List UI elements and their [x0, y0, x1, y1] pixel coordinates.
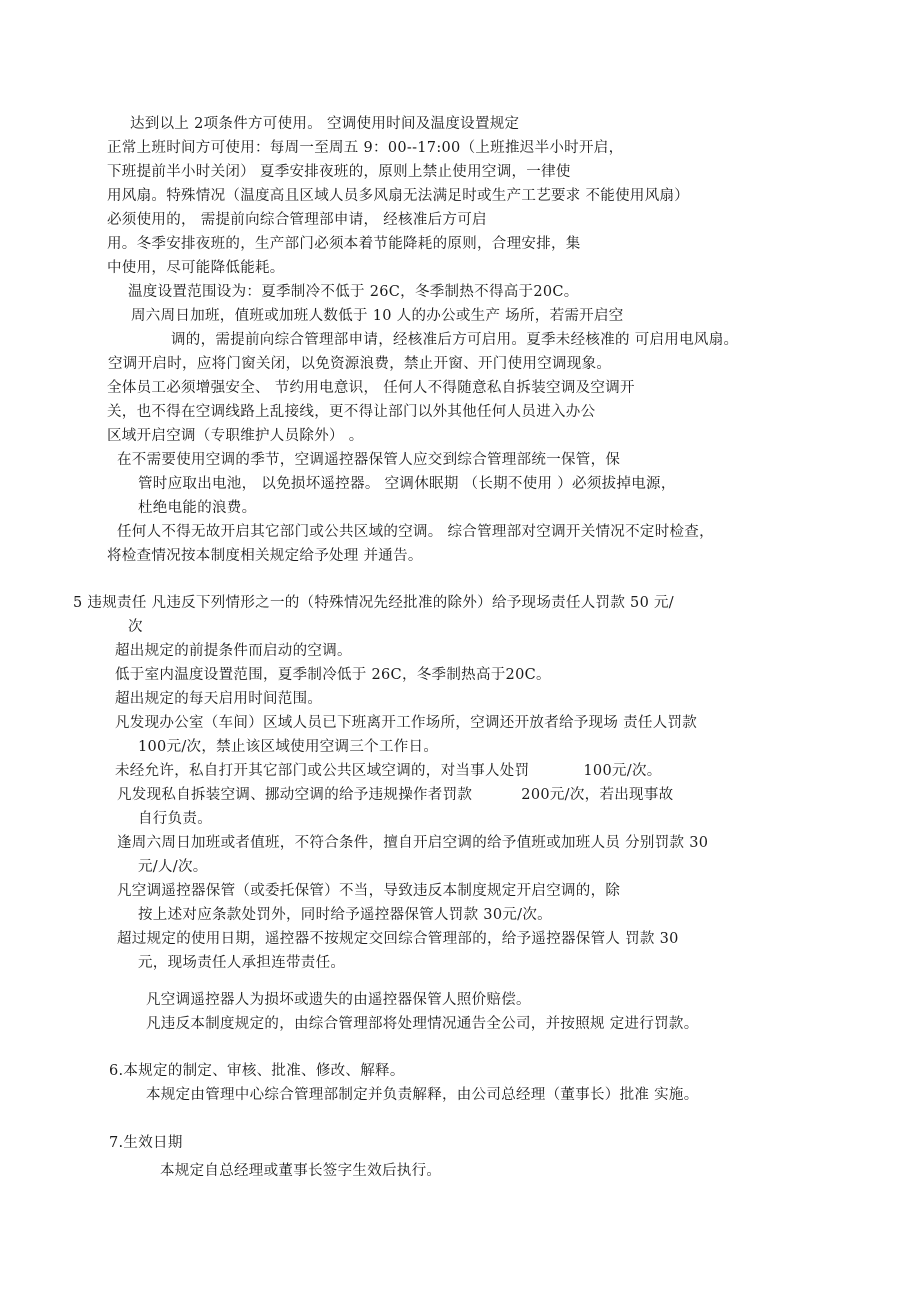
section-5-line-16: 凡违反本制度规定的，由综合管理部将处理情况通告全公司，并按照规 定进行罚款。	[146, 1016, 699, 1032]
rules-line-6: 用。冬季安排夜班的，生产部门必须本着节能降耗的原则，合理安排，集	[107, 236, 581, 252]
section-5-line-7: 凡发现私自拆装空调、挪动空调的给予违规操作者罚款 200元/次，若出现事故	[117, 787, 674, 803]
section-5-heading: 5 违规责任 凡违反下列情形之一的（特殊情况先经批准的除外）给予现场责任人罚款 50 元/	[73, 595, 674, 611]
section-5-line-2: 低于室内温度设置范围，夏季制冷低于 26C，冬季制热高于20C。	[115, 667, 551, 683]
rules-line-2: 正常上班时间方可使用：每周一至周五 9：00--17:00（上班推迟半小时开启，	[107, 140, 624, 156]
section-5-line-6: 未经允许，私自打开其它部门或公共区域空调的，对当事人处罚 100元/次。	[115, 763, 662, 779]
rules-line-7: 中使用，尽可能降低能耗。	[107, 260, 285, 276]
rules-line-12: 全体员工必须增强安全、 节约用电意识， 任何人不得随意私自拆装空调及空调开	[107, 380, 635, 396]
section-5-line-4: 凡发现办公室（车间）区域人员已下班离开工作场所，空调还开放者给予现场 责任人罚款	[115, 715, 698, 731]
rules-line-9: 周六周日加班，值班或加班人数低于 10 人的办公或生产 场所，若需开启空	[131, 308, 624, 324]
section-7-body: 本规定自总经理或董事长签字生效后执行。	[160, 1163, 442, 1179]
section-5-line-9: 逢周六周日加班或者值班，不符合条件，擅自开启空调的给予值班或加班人员 分别罚款 30	[117, 835, 709, 851]
rules-line-13: 关，也不得在空调线路上乱接线，更不得让部门以外其他任何人员进入办公	[107, 404, 596, 420]
rules-line-3: 下班提前半小时关闭） 夏季安排夜班的，原则上禁止使用空调，一律使	[107, 164, 571, 180]
section-5-line-13: 超过规定的使用日期，遥控器不按规定交回综合管理部的，给予遥控器保管人 罚款 30	[117, 931, 679, 947]
section-5-line-11: 凡空调遥控器保管（或委托保管）不当，导致违反本制度规定开启空调的，除	[117, 883, 621, 899]
rules-line-18: 任何人不得无故开启其它部门或公共区域的空调。 综合管理部对空调开关情况不定时检查，	[117, 524, 714, 540]
rules-line-11: 空调开启时，应将门窗关闭，以免资源浪费，禁止开窗、开门使用空调现象。	[108, 356, 612, 372]
rules-line-5: 必须使用的， 需提前向综合管理部申请， 经核准后方可启	[107, 212, 487, 228]
section-5-line-15: 凡空调遥控器人为损坏或遗失的由遥控器保管人照价赔偿。	[146, 992, 531, 1008]
rules-line-1: 达到以上 2项条件方可使用。 空调使用时间及温度设置规定	[130, 116, 520, 132]
rules-line-15: 在不需要使用空调的季节，空调遥控器保管人应交到综合管理部统一保管，保	[117, 452, 621, 468]
rules-line-4: 用风扇。特殊情况（温度高且区域人员多风扇无法满足时或生产工艺要求 不能使用风扇）	[107, 188, 690, 204]
section-5-line-10: 元/人/次。	[138, 859, 208, 875]
section-5-line-14: 元，现场责任人承担连带责任。	[138, 955, 346, 971]
rules-line-17: 杜绝电能的浪费。	[138, 500, 257, 516]
rules-line-16: 管时应取出电池， 以免损坏遥控器。 空调休眠期 （长期不使用 ）必须拔掉电源，	[138, 476, 676, 492]
section-7-heading: 7.生效日期	[109, 1135, 183, 1151]
section-5-line-3: 超出规定的每天启用时间范围。	[115, 691, 323, 707]
section-5-heading-cont: 次	[128, 619, 143, 635]
section-5-line-8: 自行负责。	[138, 811, 212, 827]
rules-line-8: 温度设置范围设为：夏季制冷不低于 26C，冬季制热不得高于20C。	[128, 284, 579, 300]
section-5-line-5: 100元/次，禁止该区域使用空调三个工作日。	[138, 739, 439, 755]
rules-line-19: 将检查情况按本制度相关规定给予处理 并通告。	[107, 548, 423, 564]
section-5-line-1: 超出规定的前提条件而启动的空调。	[115, 643, 352, 659]
rules-line-14: 区域开启空调（专职维护人员除外） 。	[107, 428, 364, 444]
section-6-body: 本规定由管理中心综合管理部制定并负责解释，由公司总经理（董事长）批准 实施。	[146, 1087, 699, 1103]
section-5-line-12: 按上述对应条款处罚外，同时给予遥控器保管人罚款 30元/次。	[138, 907, 552, 923]
section-6-heading: 6.本规定的制定、审核、批准、修改、解释。	[109, 1063, 405, 1079]
rules-line-10: 调的，需提前向综合管理部申请，经核准后方可启用。夏季未经核准的 可启用电风扇。	[171, 332, 739, 348]
